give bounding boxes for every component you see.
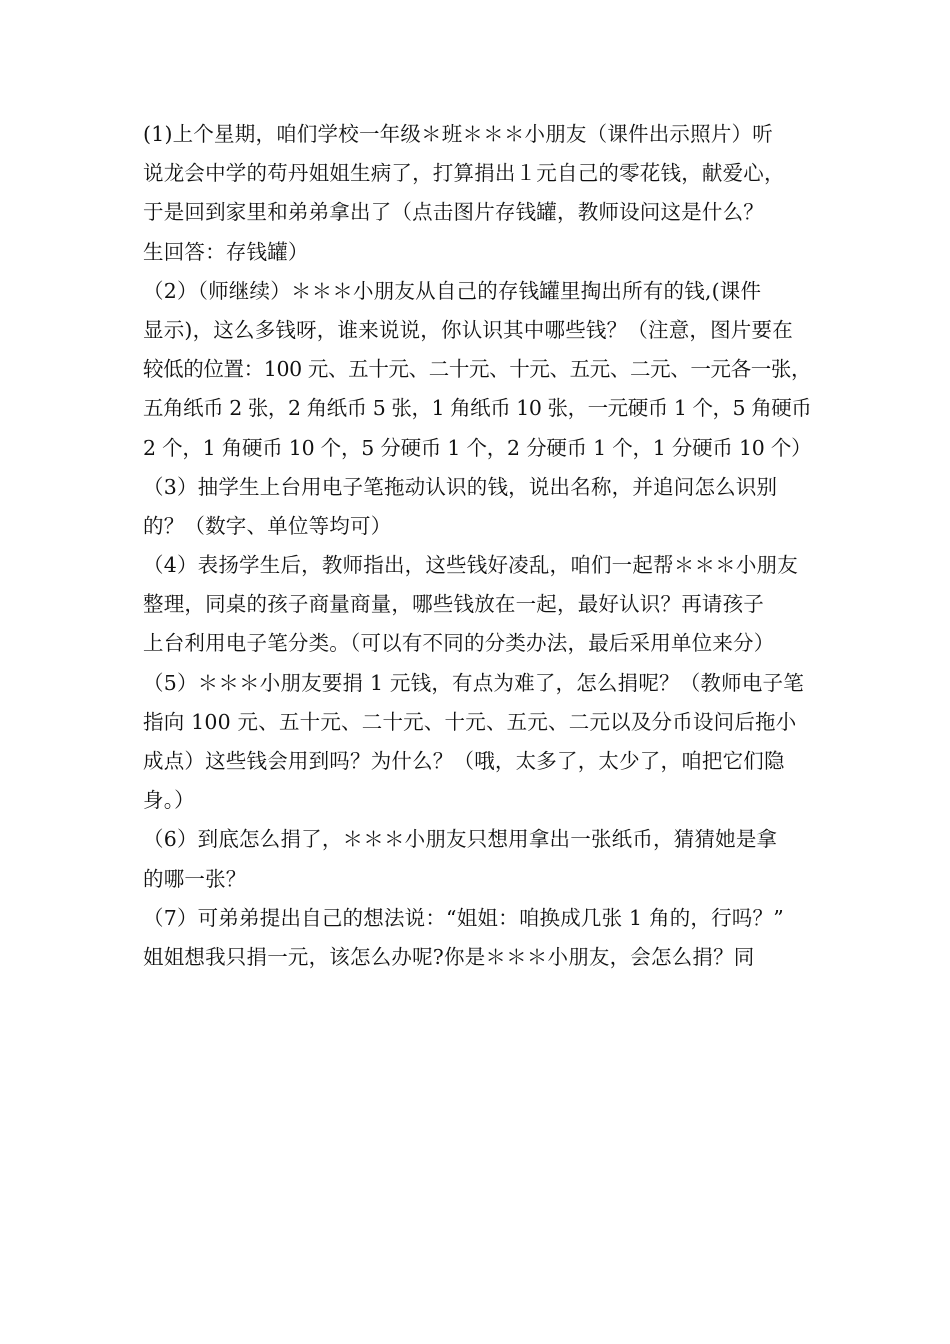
text-line: 于是回到家里和弟弟拿出了（点击图片存钱罐，教师设问这是什么？	[143, 200, 764, 225]
text-line: 生回答：存钱罐）	[143, 239, 309, 264]
text-line: 五角纸币 2 张，2 角纸币 5 张，1 角纸币 10 张，一元硬币 1 个，5 角硬币	[143, 396, 812, 421]
text-line: 整理，同桌的孩子商量商量，哪些钱放在一起，最好认识？再请孩子	[143, 592, 764, 617]
text-line: 上台利用电子笔分类。（可以有不同的分类办法，最后采用单位来分）	[143, 631, 775, 656]
text-line: （2）（师继续）＊＊＊小朋友从自己的存钱罐里掏出所有的钱,(课件	[143, 278, 762, 303]
text-line: 的？（数字、单位等均可）	[143, 513, 392, 538]
text-line: 2 个，1 角硬币 10 个，5 分硬币 1 个，2 分硬币 1 个，1 分硬币 10 个）	[143, 435, 812, 460]
text-line: 姐姐想我只捐一元，该怎么办呢?你是＊＊＊小朋友，会怎么捐？同	[143, 944, 755, 969]
text-line: 的哪一张？	[143, 866, 247, 891]
text-line: 身。）	[143, 788, 195, 813]
text-line: 指向 100 元、五十元、二十元、十元、五元、二元以及分币设问后拖小	[143, 709, 797, 734]
text-line: （7）可弟弟提出自己的想法说：“姐姐：咱换成几张 1 角的，行吗？”	[143, 905, 784, 930]
text-line: 说龙会中学的苟丹姐姐生病了，打算捐出１元自己的零花钱，献爱心，	[143, 161, 785, 186]
text-line: （3）抽学生上台用电子笔拖动认识的钱，说出名称，并追问怎么识别	[143, 474, 778, 499]
text-line: （4）表扬学生后，教师指出，这些钱好凌乱，咱们一起帮＊＊＊小朋友	[143, 553, 798, 578]
text-line: （6）到底怎么捐了，＊＊＊小朋友只想用拿出一张纸币，猜猜她是拿	[143, 827, 778, 852]
text-line: 较低的位置：100 元、五十元、二十元、十元、五元、二元、一元各一张，	[143, 357, 812, 382]
text-line: 成点）这些钱会用到吗？为什么？（哦，太多了，太少了，咱把它们隐	[143, 749, 785, 773]
text-line: (1)上个星期，咱们学校一年级＊班＊＊＊小朋友（课件出示照片）听	[143, 122, 773, 146]
text-line: （5）＊＊＊小朋友要捐 1 元钱，有点为难了，怎么捐呢？（教师电子笔	[143, 670, 804, 695]
body-text	[143, 115, 811, 977]
text-line: 显示)，这么多钱呀，谁来说说，你认识其中哪些钱？（注意，图片要在	[143, 317, 793, 342]
